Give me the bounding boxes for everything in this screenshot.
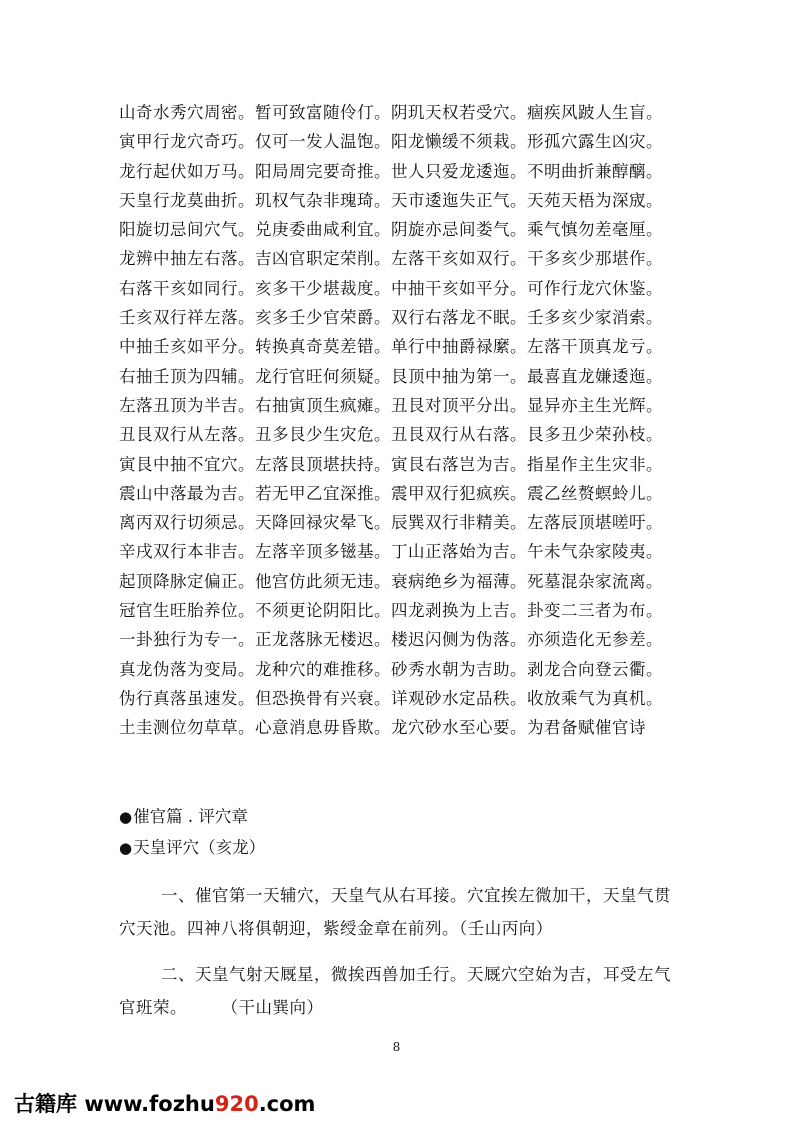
verse-line: 寅甲行龙穴奇巧。仅可一发人温饱。阳龙懒缓不须栽。形孤穴露生凶灾。 xyxy=(119,132,663,152)
verse-line: 天皇行龙莫曲折。玑权气杂非瑰琦。天市逶迤失正气。天苑天梧为深宬。 xyxy=(119,190,663,210)
verse-line: 离丙双行切须忌。天降回禄灾晕飞。辰巽双行非精美。左落辰顶堪嗟吁。 xyxy=(119,513,663,533)
verse-line: 山奇水秀穴周密。暂可致富随伶仃。阴玑天权若受穴。痼疾风跛人生盲。 xyxy=(119,103,663,122)
verse-line: 寅艮中抽不宜穴。左落艮顶堪扶持。寅艮右落岂为吉。指星作主生灾非。 xyxy=(119,454,663,474)
verse-line: 起顶降脉定偏正。他宫仿此须无违。衰病绝乡为福薄。死墓混杂家流离。 xyxy=(119,571,663,591)
verse-line: 冠官生旺胎养位。不须更论阴阳比。四龙剥换为上吉。卦变二三者为布。 xyxy=(119,601,663,621)
verse-line: 一卦独行为专一。正龙落脉无楼迟。楼迟闪侧为伪落。亦须造化无参差。 xyxy=(119,630,663,650)
watermark-url-accent: 920 xyxy=(214,1092,259,1116)
bullet-icon: ● xyxy=(119,808,133,826)
section-heading xyxy=(119,806,248,828)
page-number: 8 xyxy=(392,1040,401,1054)
paragraph: 一、催官第一天辅穴，天皇气从右耳接。穴宜挨左微加干，天皇气贯穴天池。四神八将俱朝迎，紫绶金章在前列。（壬山丙向） xyxy=(119,886,671,938)
verse-line: 中抽壬亥如平分。转换真奇莫差错。单行中抽爵禄縻。左落干顶真龙亏。 xyxy=(119,337,663,357)
verse-line: 左落丑顶为半吉。右抽寅顶生疯瘫。丑艮对顶平分出。显异亦主生光辉。 xyxy=(119,395,663,415)
verse-line: 震山中落最为吉。若无甲乙宜深推。震甲双行犯疯疾。震乙丝赘螟蛉儿。 xyxy=(119,483,663,503)
verse-block xyxy=(119,98,679,743)
verse-line: 龙辨中抽左右落。吉凶官职定荣削。左落干亥如双行。干多亥少那堪作。 xyxy=(119,249,663,269)
verse-line: 阳旋切忌间穴气。兑庚委曲咸利宜。阴旋亦忌间娄气。乘气慎勿差毫厘。 xyxy=(119,220,663,240)
verse-line: 龙行起伏如万马。阳局周完要奇推。世人只爱龙逶迤。不明曲折兼醇醨。 xyxy=(119,161,663,181)
subsection-heading xyxy=(119,837,265,859)
paragraph: 二、天皇气射天厩星，微挨西兽加壬行。天厩穴空始为吉，耳受左气官班荣。 （干山巽向） xyxy=(119,965,671,1017)
watermark xyxy=(14,1088,315,1118)
verse-line: 土圭测位勿草草。心意消息毋昏欺。龙穴砂水至心要。为君备赋催官诗 xyxy=(119,718,646,738)
watermark-brand: 古籍库 xyxy=(14,1092,77,1116)
section-heading-text: 催官篇 . 评穴章 xyxy=(133,807,248,826)
verse-line: 真龙伪落为变局。龙种穴的难推移。砂秀水朝为吉助。剥龙合向登云衢。 xyxy=(119,659,663,679)
bullet-icon: ● xyxy=(119,839,133,857)
verse-line: 右抽壬顶为四辅。龙行官旺何须疑。艮顶中抽为第一。最喜直龙嫌逶迤。 xyxy=(119,366,663,386)
verse-line: 丑艮双行从左落。丑多艮少生灾危。丑艮双行从右落。艮多丑少荣孙枝。 xyxy=(119,425,663,445)
verse-line: 辛戌双行本非吉。左落辛顶多镃基。丁山正落始为吉。午未气杂家陵夷。 xyxy=(119,542,663,562)
verse-line: 伪行真落虽速发。但恐换骨有兴衰。详观砂水定品秩。收放乘气为真机。 xyxy=(119,688,663,708)
watermark-url: www.fozhu920.com xyxy=(84,1092,316,1116)
verse-line: 右落干亥如同行。亥多干少堪裁度。中抽干亥如平分。可作行龙穴休鉴。 xyxy=(119,278,663,298)
verse-line: 壬亥双行祥左落。亥多壬少官荣爵。双行右落龙不眠。壬多亥少家消索。 xyxy=(119,308,663,328)
subsection-heading-text: 天皇评穴（亥龙） xyxy=(133,838,266,857)
